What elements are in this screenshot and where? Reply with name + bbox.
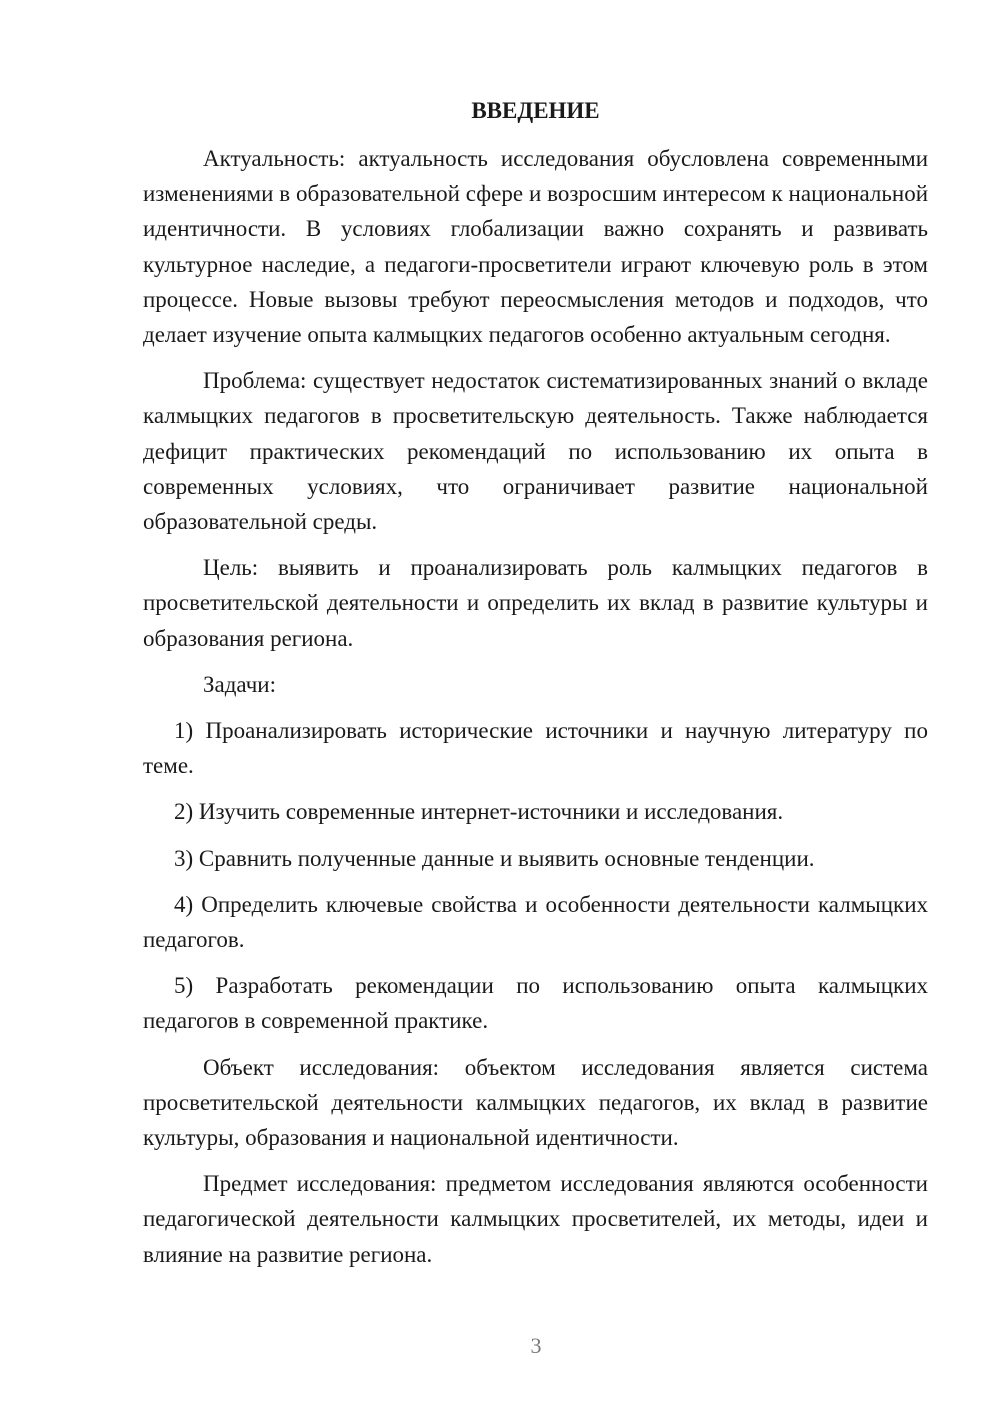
goal-paragraph: Цель: выявить и проанализировать роль калмыцких педагогов в просветительской деятельности и определить их вклад в развитие культуры и образования региона. xyxy=(143,555,928,651)
task-item-5: 5) Разработать рекомендации по использованию опыта калмыцких педагогов в современной практике. xyxy=(143,973,928,1034)
page-number: 3 xyxy=(530,1333,542,1358)
task-item-2: 2) Изучить современные интернет-источники и исследования. xyxy=(174,799,784,825)
problem-paragraph: Проблема: существует недостаток систематизированных знаний о вкладе калмыцких педагогов в просветительскую деятельность. Также наблюдается дефицит практических рекомендаций по использованию их опыта в современных условиях, что ограничивает развитие национальной образовательной среды. xyxy=(143,368,928,535)
object-paragraph: Объект исследования: объектом исследования является система просветительской деятельности калмыцких педагогов, их вклад в развитие культуры, образования и национальной идентичности. xyxy=(143,1054,928,1151)
section-title: ВВЕДЕНИЕ xyxy=(471,98,600,123)
tasks-label: Задачи: xyxy=(203,671,276,697)
task-item-3: 3) Сравнить полученные данные и выявить основные тенденции. xyxy=(174,845,815,871)
page-content xyxy=(143,93,928,1283)
task-item-4: 4) Определить ключевые свойства и особенности деятельности калмыцких педагогов. xyxy=(143,891,928,953)
task-item-1: 1) Проанализировать исторические источники и научную литературу по теме. xyxy=(143,718,928,779)
subject-paragraph: Предмет исследования: предметом исследования являются особенности педагогической деятельности калмыцких просветителей, их методы, идеи и влияние на развитие региона. xyxy=(143,1171,928,1267)
relevance-paragraph: Актуальность: актуальность исследования обусловлена современными изменениями в образовательной сфере и возросшим интересом к национальной идентичности. В условиях глобализации важно сохранять и развивать культурное наследие, а педагоги-просветители играют ключевую роль в этом процессе. Новые вызовы требуют переосмысления методов и подходов, что делает изучение опыта калмыцких педагогов особенно актуальным сегодня. xyxy=(143,146,928,348)
